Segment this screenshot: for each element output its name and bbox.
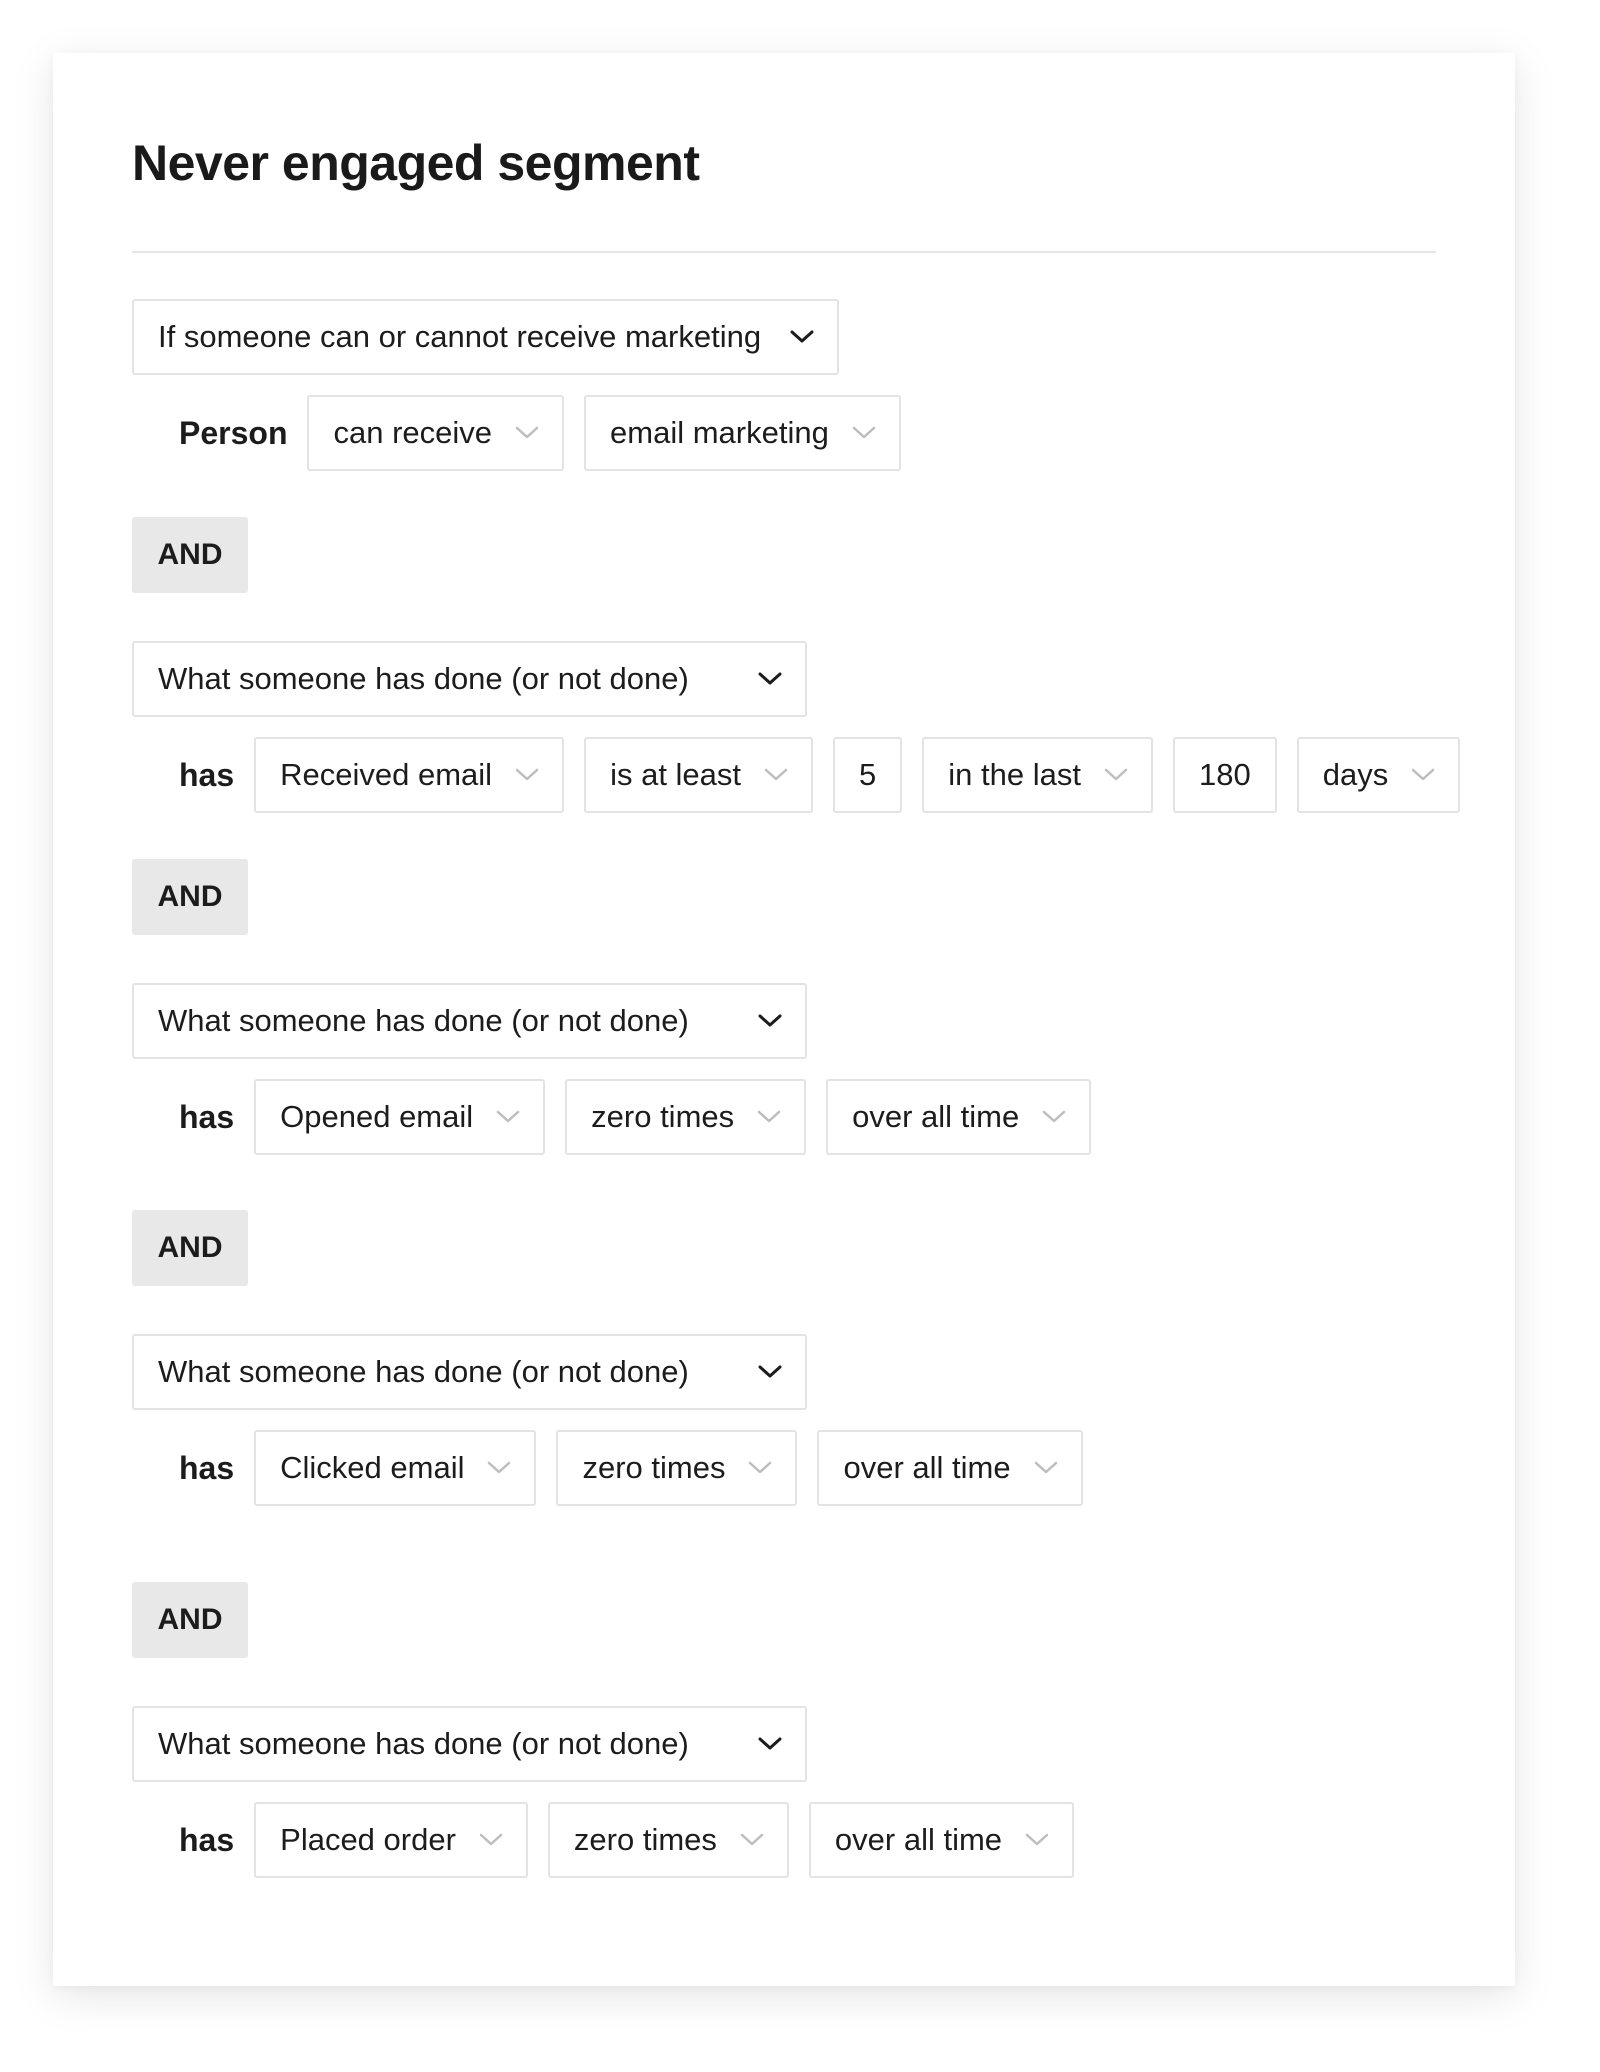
chevron-down-icon: [514, 425, 540, 441]
condition-row-3: [132, 1079, 1436, 1155]
operator-select[interactable]: [565, 1079, 806, 1155]
operator-select[interactable]: [548, 1802, 789, 1878]
operator-select[interactable]: [584, 737, 813, 813]
condition-group-3: [132, 983, 1436, 1155]
timeframe-select[interactable]: [826, 1079, 1091, 1155]
condition-type-select-2[interactable]: [132, 641, 807, 717]
chevron-down-icon: [757, 1013, 783, 1029]
chevron-down-icon: [1041, 1109, 1067, 1125]
chevron-down-icon: [789, 329, 815, 345]
chevron-down-icon: [756, 1109, 782, 1125]
timeframe-select[interactable]: [922, 737, 1153, 813]
period-unit-select[interactable]: [1297, 737, 1460, 813]
condition-type-select-3[interactable]: [132, 983, 807, 1059]
chevron-down-icon: [763, 767, 789, 783]
timeframe-value: over all time: [843, 1450, 1011, 1485]
condition-group-1: [132, 299, 1436, 471]
and-operator-button-1[interactable]: AND: [132, 517, 248, 593]
title-divider: [132, 251, 1436, 253]
chevron-down-icon: [739, 1832, 765, 1848]
segment-card: [53, 53, 1515, 1986]
condition-subject-label: Person: [179, 414, 288, 451]
condition-row-1: [132, 395, 1436, 471]
metric-select[interactable]: [254, 1430, 536, 1506]
condition-group-2: [132, 641, 1436, 813]
chevron-down-icon: [1024, 1832, 1050, 1848]
metric-value: Clicked email: [280, 1450, 465, 1485]
condition-type-select-1[interactable]: [132, 299, 839, 375]
metric-value: Opened email: [280, 1099, 474, 1134]
period-unit-value: days: [1322, 757, 1389, 792]
chevron-down-icon: [1033, 1460, 1059, 1476]
condition-type-label: What someone has done (or not done): [158, 1726, 689, 1761]
timeframe-select[interactable]: [809, 1802, 1074, 1878]
chevron-down-icon: [1410, 767, 1436, 783]
chevron-down-icon: [757, 1736, 783, 1752]
condition-type-label: If someone can or cannot receive marketing: [158, 319, 762, 354]
operator-value: zero times: [573, 1822, 717, 1857]
period-value-input[interactable]: 180: [1173, 737, 1277, 813]
receive-status-select[interactable]: [307, 395, 564, 471]
operator-value: is at least: [610, 757, 742, 792]
condition-verb-label: has: [179, 756, 235, 793]
condition-type-label: What someone has done (or not done): [158, 661, 689, 696]
condition-row-5: [132, 1802, 1436, 1878]
chevron-down-icon: [478, 1832, 504, 1848]
chevron-down-icon: [851, 425, 877, 441]
metric-select[interactable]: [254, 1079, 545, 1155]
condition-row-4: [132, 1430, 1436, 1506]
condition-verb-label: has: [179, 1821, 235, 1858]
condition-type-label: What someone has done (or not done): [158, 1354, 689, 1389]
and-operator-button-3[interactable]: AND: [132, 1210, 248, 1286]
metric-select[interactable]: [254, 1802, 528, 1878]
condition-type-label: What someone has done (or not done): [158, 1003, 689, 1038]
and-operator-button-4[interactable]: AND: [132, 1582, 248, 1658]
page-title: Never engaged segment: [132, 135, 700, 191]
chevron-down-icon: [757, 1364, 783, 1380]
marketing-channel-select[interactable]: [584, 395, 901, 471]
operator-select[interactable]: [556, 1430, 797, 1506]
count-input[interactable]: 5: [833, 737, 902, 813]
condition-verb-label: has: [179, 1449, 235, 1486]
chevron-down-icon: [747, 1460, 773, 1476]
receive-status-value: can receive: [333, 415, 493, 450]
timeframe-value: over all time: [852, 1099, 1020, 1134]
condition-row-2: [132, 737, 1436, 813]
condition-type-select-5[interactable]: [132, 1706, 807, 1782]
condition-group-5: [132, 1706, 1436, 1878]
chevron-down-icon: [514, 767, 540, 783]
operator-value: zero times: [582, 1450, 726, 1485]
timeframe-value: over all time: [834, 1822, 1003, 1857]
chevron-down-icon: [495, 1109, 521, 1125]
condition-group-4: [132, 1334, 1436, 1506]
metric-value: Placed order: [280, 1822, 456, 1857]
timeframe-select[interactable]: [817, 1430, 1082, 1506]
chevron-down-icon: [757, 671, 783, 687]
marketing-channel-value: email marketing: [610, 415, 829, 450]
operator-value: zero times: [591, 1099, 735, 1134]
metric-value: Received email: [280, 757, 493, 792]
timeframe-value: in the last: [948, 757, 1081, 792]
metric-select[interactable]: [254, 737, 564, 813]
chevron-down-icon: [1103, 767, 1129, 783]
and-operator-button-2[interactable]: AND: [132, 859, 248, 935]
condition-type-select-4[interactable]: [132, 1334, 807, 1410]
condition-verb-label: has: [179, 1098, 235, 1135]
chevron-down-icon: [486, 1460, 512, 1476]
